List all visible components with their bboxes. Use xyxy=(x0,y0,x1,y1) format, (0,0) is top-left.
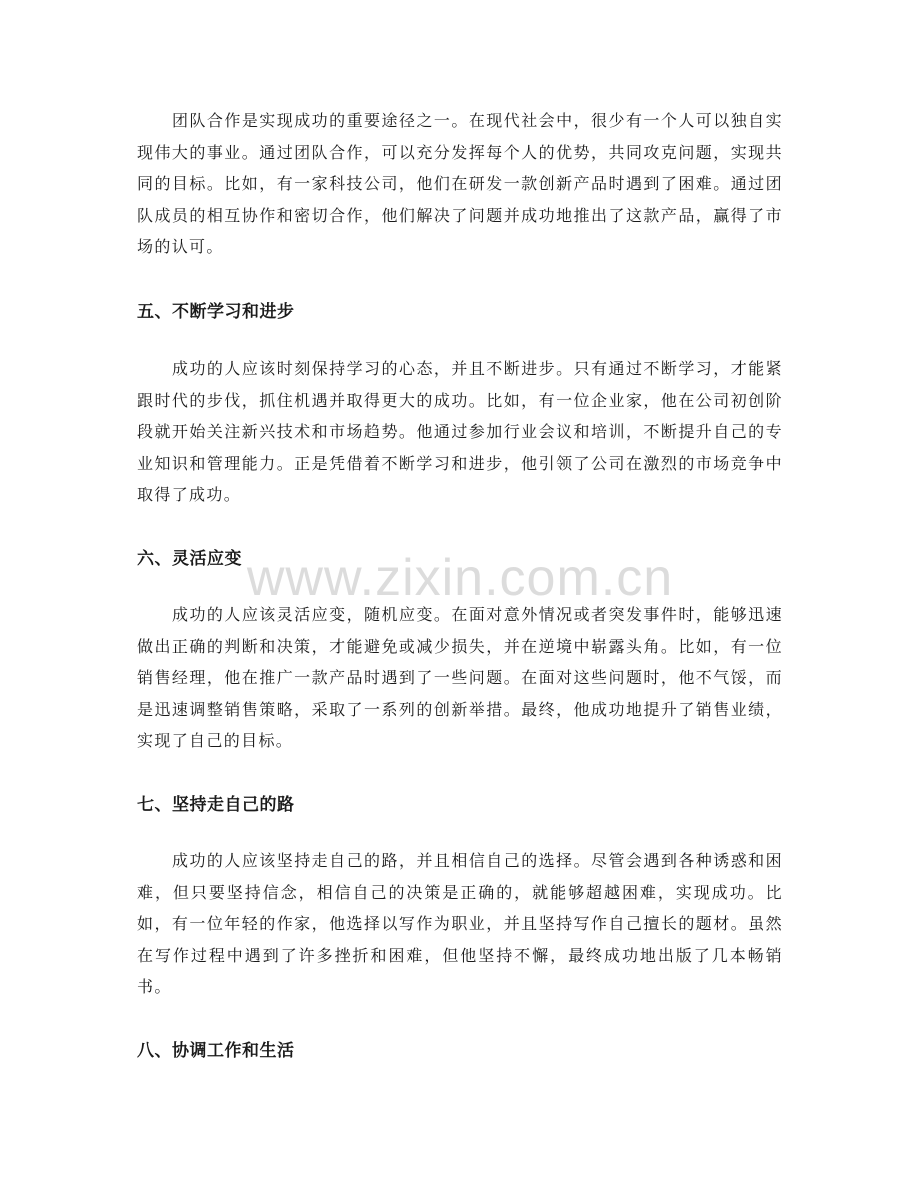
section-four-body xyxy=(137,105,783,263)
section-seven-heading-wrap xyxy=(137,793,783,817)
section-five-body xyxy=(137,353,783,511)
paragraph-flexibility: 成功的人应该灵活应变，随机应变。在面对意外情况或者突发事件时，能够迅速做出正确的判断和决策，才能避免或减少损失，并在逆境中崭露头角。比如，有一位销售经理，他在推广一款产品时遇到了一些问题。在面对这些问题时，他不气馁，而是迅速调整销售策略，采取了一系列的创新举措。最终，他成功地提升了销售业绩，实现了自己的目标。 xyxy=(137,605,783,750)
paragraph-own-path: 成功的人应该坚持走自己的路，并且相信自己的选择。尽管会遇到各种诱惑和困难，但只要坚持信念，相信自己的决策是正确的，就能够超越困难，实现成功。比如，有一位年轻的作家，他选择以写作为职业，并且坚持写作自己擅长的题材。虽然在写作过程中遇到了许多挫折和困难，但他坚持不懈，最终成功地出版了几本畅销书。 xyxy=(137,851,783,996)
watermark: www.zixin.com.cn xyxy=(246,549,674,607)
paragraph-learning: 成功的人应该时刻保持学习的心态，并且不断进步。只有通过不断学习，才能紧跟时代的步伐，抓住机遇并取得更大的成功。比如，有一位企业家，他在公司初创阶段就开始关注新兴技术和市场趋势。他通过参加行业会议和培训，不断提升自己的专业知识和管理能力。正是凭借着不断学习和进步，他引领了公司在激烈的市场竞争中取得了成功。 xyxy=(137,359,783,504)
heading-section-eight: 八、协调工作和生活 xyxy=(137,1041,295,1061)
heading-section-seven: 七、坚持走自己的路 xyxy=(137,795,295,815)
paragraph-teamwork: 团队合作是实现成功的重要途径之一。在现代社会中，很少有一个人可以独自实现伟大的事业。通过团队合作，可以充分发挥每个人的优势，共同攻克问题，实现共同的目标。比如，有一家科技公司，他们在研发一款创新产品时遇到了困难。通过团队成员的相互协作和密切合作，他们解决了问题并成功地推出了这款产品，赢得了市场的认可。 xyxy=(137,111,783,256)
heading-section-five: 五、不断学习和进步 xyxy=(137,302,295,322)
section-five-heading-wrap xyxy=(137,300,783,324)
section-eight-heading-wrap xyxy=(137,1039,783,1063)
section-six-body xyxy=(137,599,783,757)
section-seven-body xyxy=(137,845,783,1003)
heading-section-six: 六、灵活应变 xyxy=(137,549,242,569)
section-six-heading-wrap xyxy=(137,547,783,571)
